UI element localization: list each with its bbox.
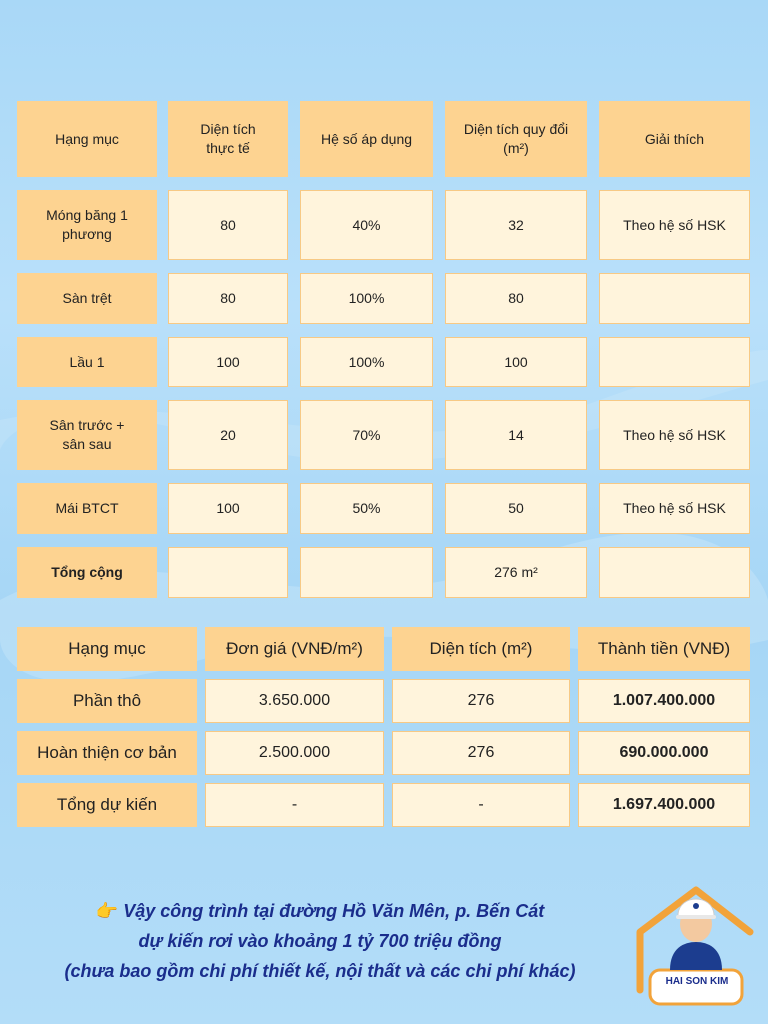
- t1-cell-converted: 32: [445, 190, 587, 260]
- t1-cell-converted: 50: [445, 483, 587, 534]
- t1-header-explanation: Giải thích: [599, 101, 750, 177]
- t2-header-amount: Thành tiền (VNĐ): [578, 627, 750, 671]
- t1-cell-coef: 100%: [300, 273, 433, 324]
- t1-cell-actual: 80: [168, 190, 288, 260]
- t2-header-unit-price: Đơn giá (VNĐ/m²): [205, 627, 384, 671]
- brand-logo: [622, 870, 768, 1020]
- t1-cell-coef: 100%: [300, 337, 433, 387]
- t2-row-label: Hoàn thiện cơ bản: [17, 731, 197, 775]
- t2-header-area: Diện tích (m²): [392, 627, 570, 671]
- t2-cell-total: 690.000.000: [578, 731, 750, 775]
- t2-cell-area: 276: [392, 679, 570, 723]
- t2-cell-area: -: [392, 783, 570, 827]
- t1-cell-note: [599, 273, 750, 324]
- t1-row-label: Mái BTCT: [17, 483, 157, 534]
- t1-cell-converted: 14: [445, 400, 587, 470]
- t2-total-label: Tổng dự kiến: [17, 783, 197, 827]
- pointing-hand-icon: 👉: [95, 901, 119, 921]
- t1-cell-actual: 100: [168, 337, 288, 387]
- brand-name: HAI SON KIM: [665, 976, 729, 987]
- t2-row-label: Phần thô: [17, 679, 197, 723]
- t1-cell-converted: 80: [445, 273, 587, 324]
- t1-cell-note: Theo hệ số HSK: [599, 400, 750, 470]
- t1-cell-actual: 80: [168, 273, 288, 324]
- conclusion-line-3: (chưa bao gồm chi phí thiết kế, nội thất và các chi phí khác): [64, 961, 576, 981]
- t2-cell-price: -: [205, 783, 384, 827]
- t2-cell-total: 1.007.400.000: [578, 679, 750, 723]
- t2-header-category: Hạng mục: [17, 627, 197, 671]
- t1-cell-converted: 100: [445, 337, 587, 387]
- t1-total-area: 276 m²: [445, 547, 587, 598]
- t1-cell-coef: 70%: [300, 400, 433, 470]
- t1-row-label: Sàn trệt: [17, 273, 157, 324]
- t1-cell-note: [599, 547, 750, 598]
- t1-cell-actual: 20: [168, 400, 288, 470]
- t1-total-label: Tổng cộng: [17, 547, 157, 598]
- t2-cell-area: 276: [392, 731, 570, 775]
- t1-row-label: Lầu 1: [17, 337, 157, 387]
- t1-cell-coef: 50%: [300, 483, 433, 534]
- t1-cell-note: Theo hệ số HSK: [599, 483, 750, 534]
- t2-grand-total: 1.697.400.000: [578, 783, 750, 827]
- t1-cell-coef: 40%: [300, 190, 433, 260]
- t1-header-category: Hạng mục: [17, 101, 157, 177]
- conclusion: [10, 896, 630, 986]
- t1-row-label: Móng băng 1 phương: [17, 190, 157, 260]
- t1-header-coefficient: Hệ số áp dụng: [300, 101, 433, 177]
- conclusion-line-2: dự kiến rơi vào khoảng 1 tỷ 700 triệu đồng: [138, 931, 502, 951]
- conclusion-line-1: Vậy công trình tại đường Hồ Văn Mên, p. Bến Cát: [123, 901, 545, 921]
- t1-cell-coef: [300, 547, 433, 598]
- t1-cell-actual: 100: [168, 483, 288, 534]
- t2-cell-price: 3.650.000: [205, 679, 384, 723]
- t1-cell-actual: [168, 547, 288, 598]
- t1-row-label: Sân trước + sân sau: [17, 400, 157, 470]
- t1-header-converted-area: Diện tích quy đổi (m²): [445, 101, 587, 177]
- t1-cell-note: Theo hệ số HSK: [599, 190, 750, 260]
- t1-cell-note: [599, 337, 750, 387]
- t2-cell-price: 2.500.000: [205, 731, 384, 775]
- t1-header-actual-area: Diện tích thực tế: [168, 101, 288, 177]
